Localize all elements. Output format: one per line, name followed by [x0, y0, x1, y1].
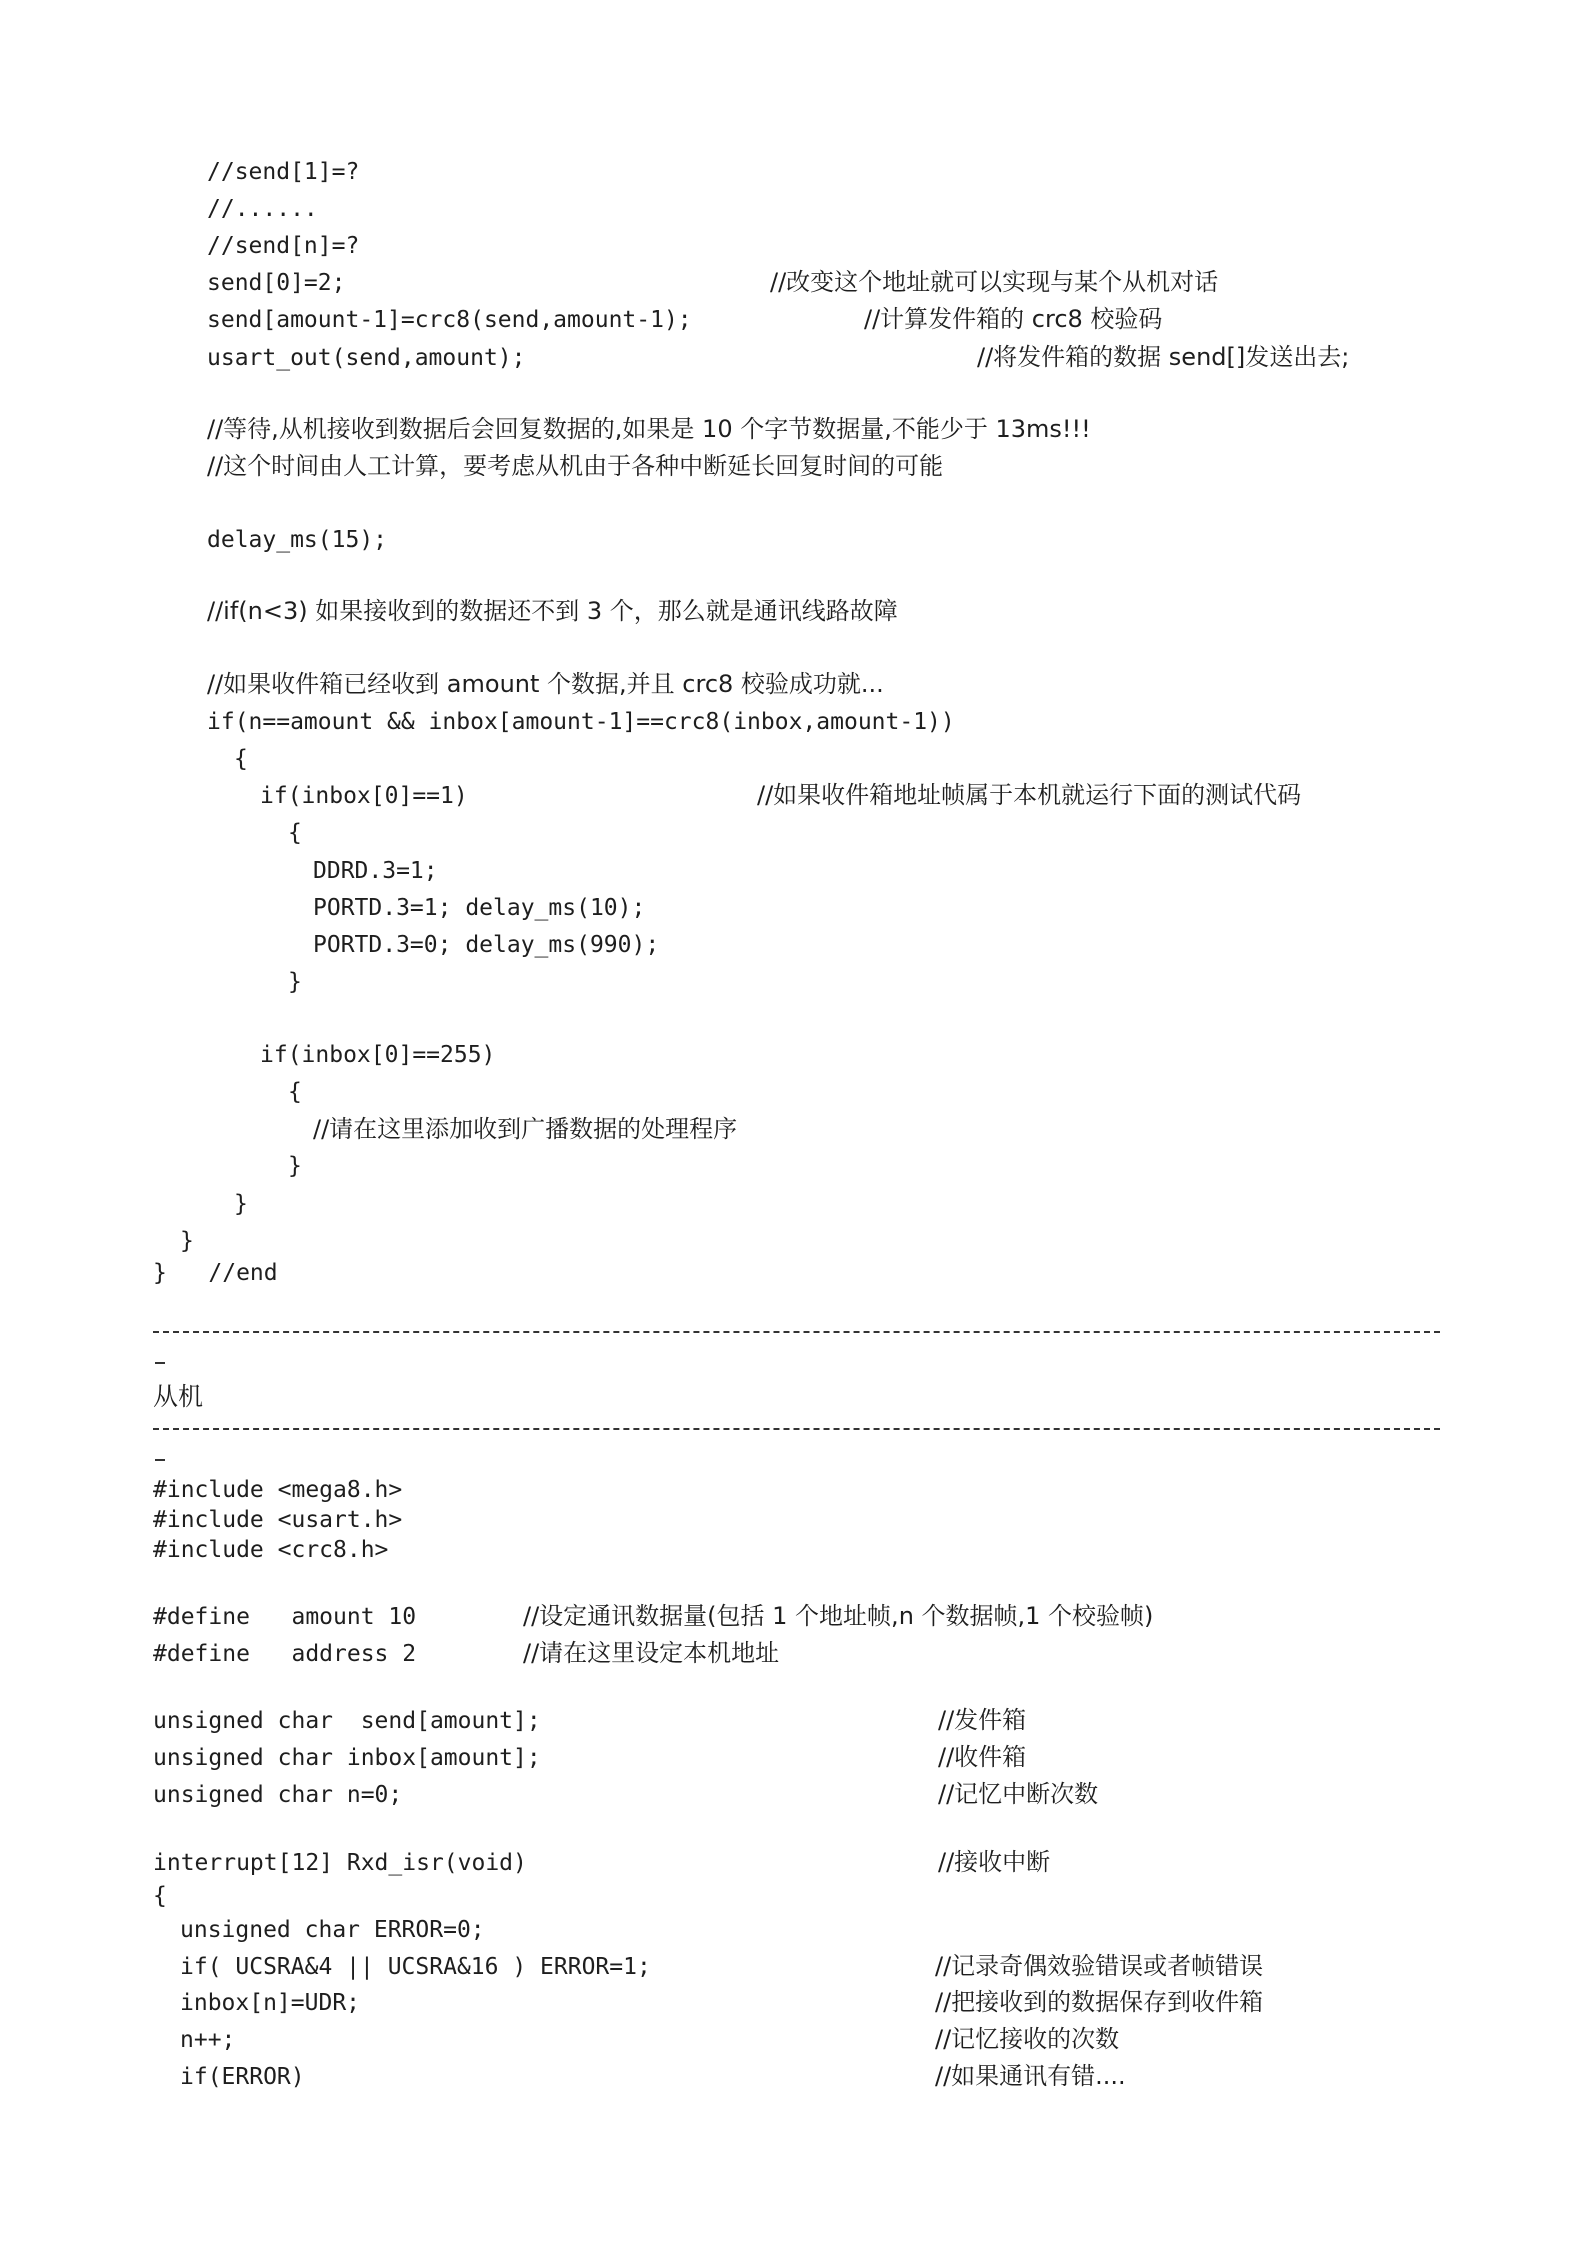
code-line: #define address 2: [153, 1641, 417, 1667]
divider-tail: [155, 1362, 165, 1364]
code-line: unsigned char n=0;: [153, 1782, 403, 1808]
divider-line: [153, 1428, 1440, 1430]
code-comment: //发件箱: [938, 1706, 1027, 1734]
code-line: //send[n]=?: [207, 233, 360, 259]
code-line: }: [288, 1153, 302, 1179]
code-comment: //把接收到的数据保存到收件箱: [935, 1988, 1264, 2016]
code-line: if(inbox[0]==1): [260, 783, 468, 809]
code-line: if(n==amount && inbox[amount-1]==crc8(inbox,amount-1)): [207, 709, 955, 735]
section-title: 从机: [153, 1382, 204, 1411]
divider-line: [153, 1331, 1440, 1333]
code-line: DDRD.3=1;: [313, 858, 438, 884]
code-line: {: [234, 746, 248, 772]
code-line: }: [180, 1228, 194, 1254]
code-line: usart_out(send,amount);: [207, 345, 526, 371]
code-line: //等待,从机接收到数据后会回复数据的,如果是 10 个字节数据量,不能少于 13ms!!!: [207, 415, 1091, 443]
code-line: {: [288, 1079, 302, 1105]
code-comment: //计算发件箱的 crc8 校验码: [864, 305, 1163, 333]
code-line: PORTD.3=1; delay_ms(10);: [313, 895, 646, 921]
code-line: send[0]=2;: [207, 270, 346, 296]
code-comment: //记忆接收的次数: [935, 2025, 1120, 2053]
code-line: #include <crc8.h>: [153, 1537, 389, 1563]
code-comment: //如果通讯有错....: [935, 2062, 1126, 2090]
code-line: inbox[n]=UDR;: [180, 1990, 361, 2016]
code-line: interrupt[12] Rxd_isr(void): [153, 1850, 527, 1876]
code-line: #include <mega8.h>: [153, 1477, 403, 1503]
code-line: unsigned char send[amount];: [153, 1708, 541, 1734]
code-comment: //接收中断: [938, 1848, 1051, 1876]
code-line: #define amount 10: [153, 1604, 417, 1630]
code-line: }: [234, 1191, 248, 1217]
code-line: //请在这里添加收到广播数据的处理程序: [313, 1115, 738, 1143]
code-line: send[amount-1]=crc8(send,amount-1);: [207, 307, 692, 333]
code-line: unsigned char ERROR=0;: [180, 1917, 485, 1943]
code-line: delay_ms(15);: [207, 527, 388, 553]
code-comment: //记录奇偶效验错误或者帧错误: [935, 1952, 1264, 1980]
code-comment: //如果收件箱地址帧属于本机就运行下面的测试代码: [757, 781, 1302, 809]
code-line: //send[1]=?: [207, 159, 360, 185]
code-comment: //收件箱: [938, 1743, 1027, 1771]
code-line: {: [153, 1883, 167, 1909]
code-line: if( UCSRA&4 || UCSRA&16 ) ERROR=1;: [180, 1954, 651, 1980]
code-comment: //设定通讯数据量(包括 1 个地址帧,n 个数据帧,1 个校验帧): [523, 1602, 1154, 1630]
code-comment: //改变这个地址就可以实现与某个从机对话: [770, 268, 1219, 296]
code-line: //如果收件箱已经收到 amount 个数据,并且 crc8 校验成功就...: [207, 670, 884, 698]
code-comment: //请在这里设定本机地址: [523, 1639, 780, 1667]
code-line: //这个时间由人工计算，要考虑从机由于各种中断延长回复时间的可能: [207, 452, 944, 480]
code-line: //......: [207, 196, 318, 222]
code-line: if(ERROR): [180, 2064, 305, 2090]
code-line: PORTD.3=0; delay_ms(990);: [313, 932, 660, 958]
code-line: }: [288, 969, 302, 995]
code-line: if(inbox[0]==255): [260, 1042, 496, 1068]
code-line: #include <usart.h>: [153, 1507, 403, 1533]
code-comment: //记忆中断次数: [938, 1780, 1099, 1808]
code-line: n++;: [180, 2027, 236, 2053]
code-line: //if(n<3) 如果接收到的数据还不到 3 个，那么就是通讯线路故障: [207, 597, 898, 625]
divider-tail: [155, 1459, 165, 1461]
code-line: {: [288, 820, 302, 846]
code-line: } //end: [153, 1260, 278, 1286]
code-comment: //将发件箱的数据 send[]发送出去;: [977, 343, 1350, 371]
code-line: unsigned char inbox[amount];: [153, 1745, 541, 1771]
